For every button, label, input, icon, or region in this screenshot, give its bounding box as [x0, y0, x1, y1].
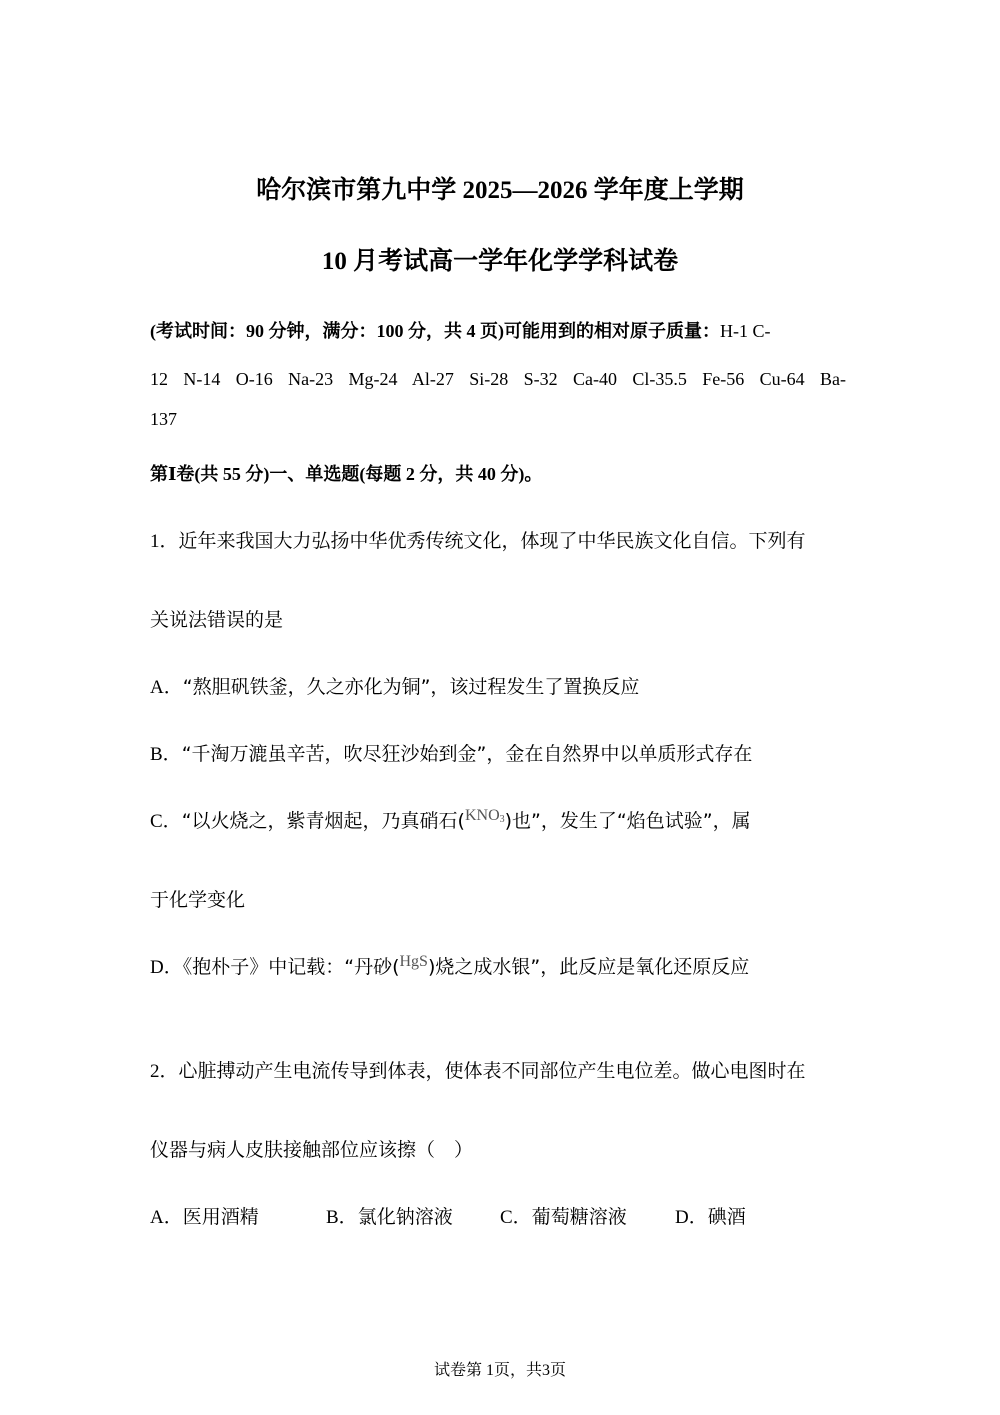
atomic-masses-line2: 12 N-14 O-16 Na-23 Mg-24 Al-27 Si-28 S-32 Ca-40 Cl-35.5 Fe-56 Cu-64 Ba- [150, 369, 846, 389]
option-text: 碘酒 [707, 1206, 746, 1228]
option-text: “千淘万漉虽辛苦，吹尽狂沙始到金”，金在自然界中以单质形式存在 [181, 743, 753, 765]
q2-number: 2． [150, 1061, 179, 1082]
q1-option-b [150, 739, 752, 766]
chem-formula-hgs: HgS [399, 953, 428, 970]
option-text: “以火烧之，紫青烟起，乃真硝石( [181, 810, 465, 832]
q1-option-a [150, 672, 639, 699]
exam-info-line1 [150, 317, 771, 343]
q1-option-c [150, 806, 751, 833]
option-label: B． [326, 1207, 358, 1228]
page-title: 哈尔滨市第九中学 2025—2026 学年度上学期 [256, 177, 744, 204]
option-label: D． [150, 957, 183, 978]
q1-option-c-line2: 于化学变化 [150, 889, 246, 911]
atomic-masses-line1: H-1 C- [720, 321, 771, 341]
option-text: 葡萄糖溶液 [531, 1206, 627, 1228]
option-text: “熬胆矾铁釜，久之亦化为铜”，该过程发生了置换反应 [182, 676, 640, 698]
q2-option-d [675, 1202, 746, 1229]
option-label: D． [675, 1207, 708, 1228]
q2-stem-line2: 仪器与病人皮肤接触部位应该擦（ ） [150, 1139, 474, 1161]
option-text: 《抱朴子》中记载：“丹砂( [182, 956, 400, 978]
exam-info-prefix: (考试时间：90 分钟，满分：100 分，共 4 页)可能用到的相对原子质量： [150, 321, 720, 341]
option-text-cont: )也”，发生了“焰色试验”，属 [504, 810, 751, 832]
q2-stem-text: 心脏搏动产生电流传导到体表，使体表不同部位产生电位差。做心电图时在 [178, 1060, 806, 1082]
option-text-cont: )烧之成水银”，此反应是氧化还原反应 [427, 956, 750, 978]
option-label: C． [150, 811, 182, 832]
q1-stem-line2: 关说法错误的是 [150, 609, 284, 631]
chem-formula-kno3: KNO3 [464, 807, 505, 825]
q2-option-b [326, 1202, 453, 1229]
option-label: C． [500, 1207, 532, 1228]
page-subtitle: 10 月考试高一学年化学学科试卷 [321, 248, 679, 275]
q1-stem-text: 近年来我国大力弘扬中华优秀传统文化，体现了中华民族文化自信。下列有 [178, 530, 806, 552]
option-label: A． [150, 1207, 183, 1228]
option-label: B． [150, 744, 182, 765]
q1-number: 1． [150, 531, 179, 552]
section-heading: 第Ⅰ卷(共 55 分)一、单选题(每题 2 分，共 40 分)。 [150, 464, 543, 484]
q2-stem-line1 [150, 1056, 806, 1083]
q1-option-d [150, 952, 749, 979]
atomic-masses-line3: 137 [150, 409, 177, 429]
option-label: A． [150, 677, 183, 698]
q2-option-a [150, 1202, 259, 1229]
option-text: 医用酒精 [182, 1206, 259, 1228]
page-footer: 试卷第 1页，共3页 [433, 1362, 566, 1379]
q1-stem-line1 [150, 526, 806, 553]
q2-option-c [500, 1202, 627, 1229]
option-text: 氯化钠溶液 [357, 1206, 453, 1228]
